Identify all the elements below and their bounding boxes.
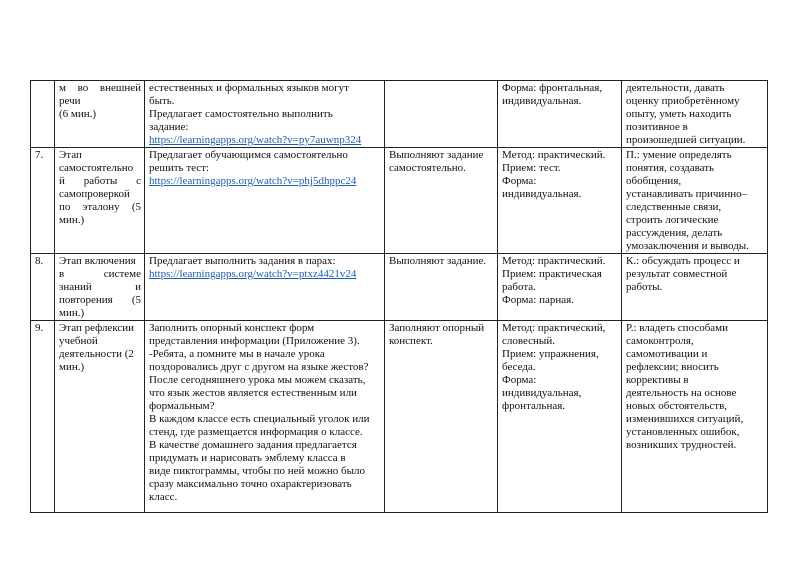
row-number-text: 7. <box>35 149 44 161</box>
student-activity-cell <box>385 254 498 321</box>
row-number <box>31 321 55 513</box>
teacher-line: Предлагает выполнить задания в парах: <box>149 255 336 267</box>
results-line: понятия, создавать <box>626 162 715 174</box>
stage-line: самостоятельно <box>59 162 134 174</box>
methods-line: работа. <box>502 281 536 293</box>
teacher-line: -Ребята, а помните мы в начале урока <box>149 348 325 360</box>
table-row <box>31 148 768 254</box>
methods-line: фронтальная. <box>502 400 566 412</box>
results-line: опыту, уметь находить <box>626 108 732 120</box>
results-line: строить логические <box>626 214 719 226</box>
results-line: коррективы в <box>626 374 689 386</box>
methods-cell <box>498 254 622 321</box>
results-line: деятельность на основе <box>626 387 737 399</box>
results-cell <box>622 148 768 254</box>
teacher-line: Предлагает самостоятельно выполнить <box>149 108 333 120</box>
results-line: следственные связи, <box>626 201 722 213</box>
row-number <box>31 254 55 321</box>
results-line: позитивное в <box>626 121 688 133</box>
methods-line: Форма: парная. <box>502 294 574 306</box>
teacher-line: В каждом классе есть специальный уголок или <box>149 413 370 425</box>
methods-line: Метод: практический. <box>502 255 606 267</box>
results-line: обобщения, <box>626 175 682 187</box>
results-cell <box>622 254 768 321</box>
stage-line: по эталону (5 <box>59 201 141 213</box>
stage-line: (6 мин.) <box>59 108 97 120</box>
stage-line: Этап рефлексии <box>59 322 135 334</box>
student-activity-cell <box>385 81 498 148</box>
stage-line: м во внешней <box>59 82 141 94</box>
stage-line: мин.) <box>59 361 85 373</box>
methods-line: Метод: практический, <box>502 322 606 334</box>
stage-cell <box>55 254 145 321</box>
results-line: Р.: владеть способами <box>626 322 729 334</box>
results-line: самомотивации и <box>626 348 708 360</box>
teacher-line: придумать и нарисовать эмблему класса в <box>149 452 346 464</box>
results-cell <box>622 321 768 513</box>
stage-line: учебной <box>59 335 98 347</box>
teacher-line: Заполнить опорный конспект форм <box>149 322 315 334</box>
teacher-line: Предлагает обучающимся самостоятельно <box>149 149 348 161</box>
teacher-line: формальным? <box>149 400 215 412</box>
teacher-line: решить тест: <box>149 162 210 174</box>
methods-line: Форма: фронтальная, <box>502 82 603 94</box>
student-activity-cell <box>385 321 498 513</box>
methods-line: Форма: <box>502 175 537 187</box>
table-row <box>31 254 768 321</box>
methods-line: Прием: упражнения, <box>502 348 599 360</box>
teacher-line: сразу максимально точно охарактеризовать <box>149 478 352 490</box>
student-activity-cell <box>385 148 498 254</box>
table-row <box>31 321 768 513</box>
results-line: умозаключения и выводы. <box>626 240 749 252</box>
methods-line: индивидуальная. <box>502 188 582 200</box>
student-line: Выполняют задание. <box>389 255 487 267</box>
methods-line: индивидуальная, <box>502 387 582 399</box>
results-cell <box>622 81 768 148</box>
teacher-activity-cell <box>145 321 385 513</box>
methods-line: Прием: практическая <box>502 268 602 280</box>
teacher-activity-cell <box>145 254 385 321</box>
results-line: оценку приобретённому <box>626 95 740 107</box>
teacher-line: естественных и формальных языков могут <box>149 82 349 94</box>
teacher-line: поздоровались друг с другом на языке жестов? <box>149 361 369 373</box>
results-line: рефлексии; вносить <box>626 361 719 373</box>
results-line: деятельности, давать <box>626 82 725 94</box>
teacher-activity-cell <box>145 81 385 148</box>
stage-line: Этап <box>59 149 82 161</box>
teacher-line: В качестве домашнего задания предлагается <box>149 439 357 451</box>
teacher-line: После сегодняшнего урока мы можем сказать, <box>149 374 366 386</box>
results-line: установленных ошибок, <box>626 426 740 438</box>
results-line: произошедшей ситуации. <box>626 134 746 146</box>
results-line: результат совместной <box>626 268 728 280</box>
results-line: рассуждения, делать <box>626 227 723 239</box>
row-number-text: 9. <box>35 322 44 334</box>
methods-line: индивидуальная. <box>502 95 582 107</box>
student-line: самостоятельно. <box>389 162 466 174</box>
teacher-line: стенд, где размещается информация о классе. <box>149 426 363 438</box>
methods-line: Форма: <box>502 374 537 386</box>
row-number-text: 8. <box>35 255 44 267</box>
results-line: возникших трудностей. <box>626 439 737 451</box>
stage-line: знаний и <box>59 281 141 293</box>
student-line: конспект. <box>389 335 433 347</box>
stage-line: деятельности (2 <box>59 348 134 360</box>
lesson-plan-table <box>30 80 768 513</box>
methods-line: Прием: тест. <box>502 162 561 174</box>
results-line: устанавливать причинно– <box>626 188 748 200</box>
stage-line: самопроверкой <box>59 188 130 200</box>
student-line: Выполняют задание <box>389 149 484 161</box>
results-line: К.: обсуждать процесс и <box>626 255 740 267</box>
stage-line: повторения (5 <box>59 294 141 306</box>
teacher-line: класс. <box>149 491 178 503</box>
stage-line: й работы с <box>59 175 141 187</box>
row-number <box>31 81 55 148</box>
stage-line: речи <box>59 95 81 107</box>
stage-line: в системе <box>59 268 141 280</box>
teacher-line: быть. <box>149 95 175 107</box>
results-line: изменившихся ситуаций, <box>626 413 744 425</box>
methods-cell <box>498 148 622 254</box>
learningapps-link[interactable]: https://learningapps.org/watch?v=phj5dhppc24 <box>149 175 357 187</box>
stage-line: мин.) <box>59 307 85 319</box>
teacher-activity-cell <box>145 148 385 254</box>
learningapps-link[interactable]: https://learningapps.org/watch?v=py7auwnp324 <box>149 134 362 146</box>
stage-cell <box>55 81 145 148</box>
teacher-line: задание: <box>149 121 189 133</box>
stage-cell <box>55 148 145 254</box>
results-line: П.: умение определять <box>626 149 732 161</box>
methods-line: словесный. <box>502 335 555 347</box>
methods-line: Метод: практический. <box>502 149 606 161</box>
table-row <box>31 81 768 148</box>
results-line: новых обстоятельств, <box>626 400 728 412</box>
results-line: работы. <box>626 281 663 293</box>
stage-line: мин.) <box>59 214 85 226</box>
teacher-line: представления информации (Приложение 3). <box>149 335 360 347</box>
methods-cell <box>498 81 622 148</box>
stage-cell <box>55 321 145 513</box>
methods-cell <box>498 321 622 513</box>
student-line: Заполняют опорный <box>389 322 485 334</box>
results-line: самоконтроля, <box>626 335 694 347</box>
teacher-line: виде пиктограммы, чтобы по ней можно было <box>149 465 366 477</box>
teacher-line: что язык жестов является естественным или <box>149 387 357 399</box>
row-number <box>31 148 55 254</box>
stage-line: Этап включения <box>59 255 136 267</box>
methods-line: беседа. <box>502 361 536 373</box>
learningapps-link[interactable]: https://learningapps.org/watch?v=ptxz4421v24 <box>149 268 357 280</box>
